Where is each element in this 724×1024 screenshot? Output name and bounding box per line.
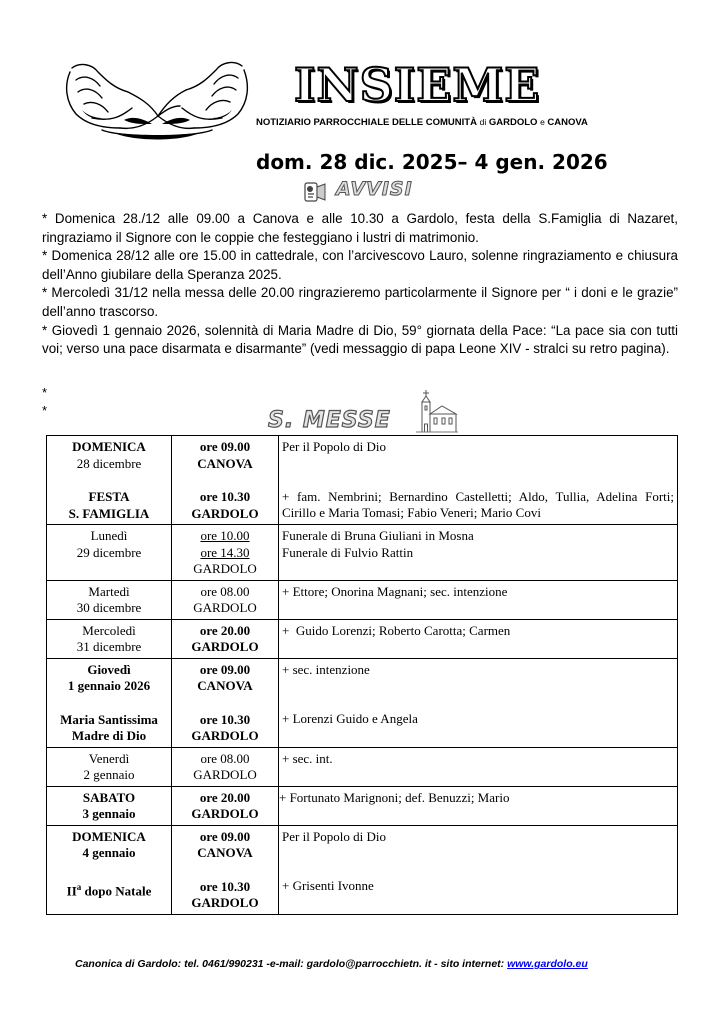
intention-cell: + Ettore; Onorina Magnani; sec. intenzione (279, 580, 678, 619)
intention-cell: Per il Popolo di Dio + fam. Nembrini; Bernardino Castelletti; Aldo, Tullia, Adelina Forti; Cirillo e Maria Tomasi; Fabio Veneri; Mario Covi (279, 436, 678, 525)
notices-section (42, 210, 678, 359)
empty-bullet: * (42, 403, 48, 418)
day-cell: Giovedì 1 gennaio 2026 Maria Santissima Madre di Dio (47, 658, 172, 747)
announcement-icon (302, 181, 328, 205)
time-cell: ore 08.00 GARDOLO (172, 747, 279, 786)
notice-item: * Domenica 28/12 alle ore 15.00 in cattedrale, con l’arcivescovo Lauro, solenne ringraziamento e chiusura dell’Anno giubilare della Speranza 2025. (42, 248, 678, 282)
messe-heading: S. MESSE (268, 408, 391, 433)
time-cell: ore 10.00 ore 14.30 GARDOLO (172, 525, 279, 581)
time-cell: ore 20.00 GARDOLO (172, 786, 279, 825)
intention-cell: Funerale di Bruna Giuliani in Mosna Funerale di Fulvio Rattin (279, 525, 678, 581)
notice-item: * Domenica 28./12 alle 09.00 a Canova e alle 10.30 a Gardolo, festa della S.Famiglia di Nazaret, ringraziamo il Signore con le coppie che festeggiano i lustri di matrimonio. (42, 211, 678, 245)
table-row (47, 580, 678, 619)
table-row (47, 436, 678, 525)
footer-contacts: Canonica di Gardolo: tel. 0461/990231 -e-mail: gardolo@parrocchietn. it - sito internet: www.gardolo.eu (75, 958, 588, 970)
website-link[interactable]: www.gardolo.eu (507, 958, 588, 970)
table-row (47, 619, 678, 658)
table-row (47, 658, 678, 747)
time-cell: ore 09.00 CANOVA ore 10.30 GARDOLO (172, 825, 279, 914)
avvisi-heading: AVVISI (336, 178, 413, 200)
church-icon (412, 388, 458, 436)
notice-item: * Mercoledì 31/12 nella messa delle 20.00 ringrazieremo particolarmente il Signore per “ i doni e le grazie” dell’anno trascorso. (42, 285, 678, 319)
empty-bullet: * (42, 385, 48, 400)
day-cell: Lunedì 29 dicembre (47, 525, 172, 581)
praying-hands-illustration (62, 58, 252, 146)
notice-item: * Giovedì 1 gennaio 2026, solennità di Maria Madre di Dio, 59° giornata della Pace: “La pace sia con tutti voi; verso una pace disarmata e disarmante” (vedi messaggio di papa Leone XIV - stralci su retro pagina). (42, 322, 678, 357)
table-row (47, 525, 678, 581)
time-cell: ore 20.00 GARDOLO (172, 619, 279, 658)
day-cell: DOMENICA 4 gennaio $II^a$ dopo Natale (47, 825, 172, 914)
table-row (47, 747, 678, 786)
intention-cell: + sec. intenzione + Lorenzi Guido e Angela (279, 658, 678, 747)
day-cell: Venerdì 2 gennaio (47, 747, 172, 786)
time-cell: ore 09.00 CANOVA ore 10.30 GARDOLO (172, 436, 279, 525)
newsletter-subtitle: NOTIZIARIO PARROCCHIALE DELLE COMUNITÀ di GARDOLO e CANOVA (256, 117, 588, 128)
intention-cell: Per il Popolo di Dio + Grisenti Ivonne (279, 825, 678, 914)
intention-cell: + Guido Lorenzi; Roberto Carotta; Carmen (279, 619, 678, 658)
table-row (47, 786, 678, 825)
time-cell: ore 08.00 GARDOLO (172, 580, 279, 619)
intention-cell: + sec. int. (279, 747, 678, 786)
time-cell: ore 09.00 CANOVA ore 10.30 GARDOLO (172, 658, 279, 747)
day-cell: SABATO 3 gennaio (47, 786, 172, 825)
mass-schedule-table (46, 435, 678, 915)
table-row (47, 825, 678, 914)
newsletter-title: INSIEME (294, 58, 541, 112)
day-cell: Martedì 30 dicembre (47, 580, 172, 619)
day-cell: Mercoledì 31 dicembre (47, 619, 172, 658)
day-cell: DOMENICA 28 dicembre FESTA S. FAMIGLIA (47, 436, 172, 525)
intention-cell: + Fortunato Marignoni; def. Benuzzi; Mario (279, 786, 678, 825)
date-range: dom. 28 dic. 2025– 4 gen. 2026 (256, 150, 608, 174)
